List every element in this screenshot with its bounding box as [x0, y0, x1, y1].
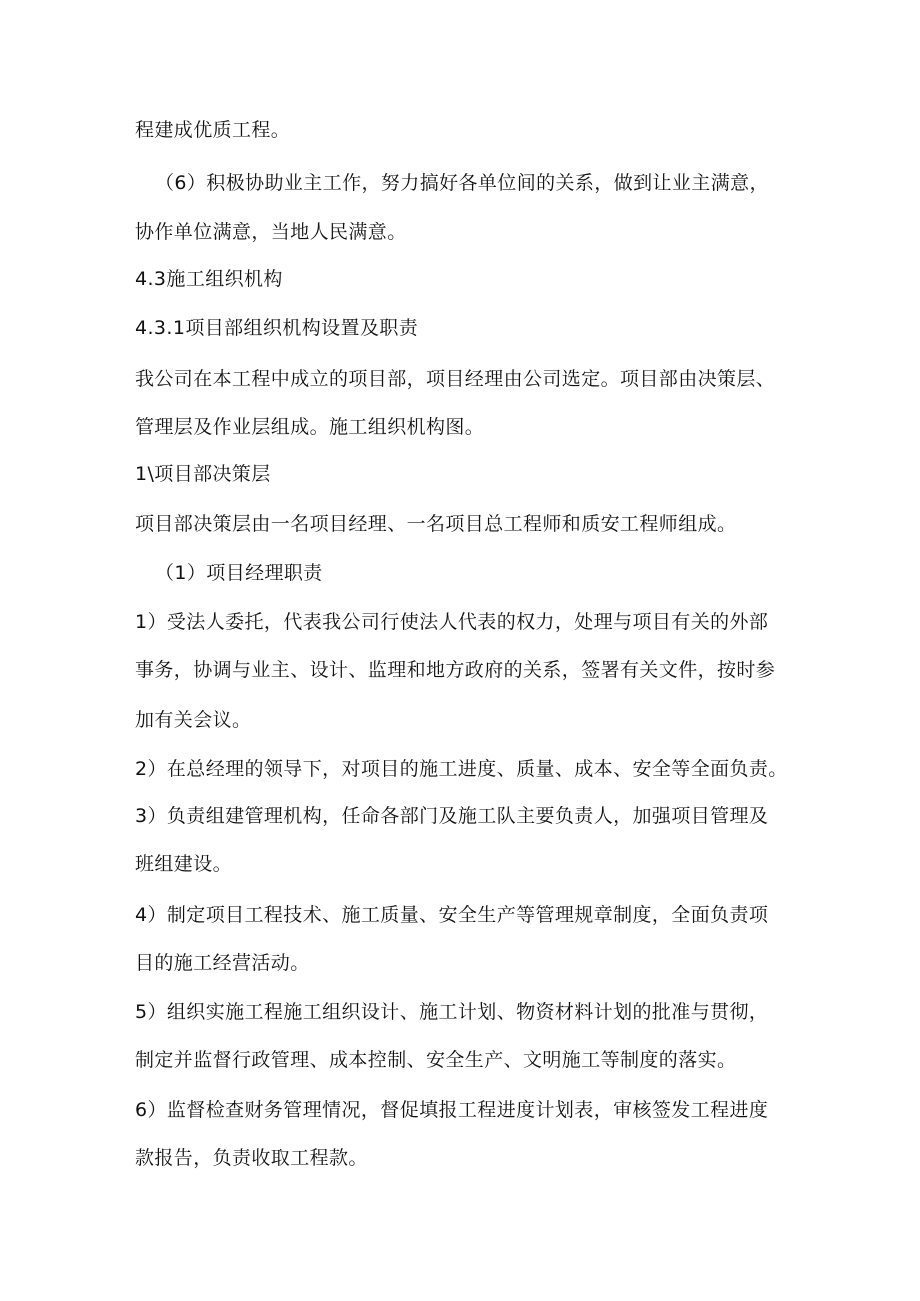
text-line: 目的施工经营活动。 [135, 952, 310, 974]
text-line: 我公司在本工程中成立的项目部，项目经理由公司选定。项目部由决策层、 [135, 368, 776, 390]
text-line: 制定并监督行政管理、成本控制、安全生产、文明施工等制度的落实。 [135, 1049, 737, 1071]
text-line: 1）受法人委托，代表我公司行使法人代表的权力，处理与项目有关的外部 [135, 611, 769, 633]
text-line: 1\项目部决策层 [135, 463, 271, 485]
text-line: 事务，协调与业主、设计、监理和地方政府的关系，签署有关文件，按时参 [135, 659, 776, 681]
text-line: （6）积极协助业主工作，努力搞好各单位间的关系，做到让业主满意， [155, 172, 769, 194]
text-line: 班组建设。 [135, 853, 233, 875]
text-line: 项目部决策层由一名项目经理、一名项目总工程师和质安工程师组成。 [135, 513, 737, 535]
text-line: 2）在总经理的领导下，对项目的施工进度、质量、成本、安全等全面负责。 [135, 758, 788, 780]
text-line: 程建成优质工程。 [135, 119, 291, 141]
section-heading: 4.3施工组织机构 [135, 268, 283, 290]
text-line: （1）项目经理职责 [155, 562, 323, 584]
text-line: 协作单位满意，当地人民满意。 [135, 221, 407, 243]
text-line: 4）制定项目工程技术、施工质量、安全生产等管理规章制度，全面负责项 [135, 904, 769, 926]
text-line: 3）负责组建管理机构，任命各部门及施工队主要负责人，加强项目管理及 [135, 805, 769, 827]
text-line: 款报告，负责收取工程款。 [135, 1147, 368, 1169]
text-line: 管理层及作业层组成。施工组织机构图。 [135, 416, 485, 438]
text-line: 6）监督检查财务管理情况，督促填报工程进度计划表，审核签发工程进度 [135, 1099, 769, 1121]
text-line: 5）组织实施工程施工组织设计、施工计划、物资材料计划的批准与贯彻， [135, 1001, 769, 1023]
subsection-heading: 4.3.1项目部组织机构设置及职责 [135, 317, 419, 339]
text-line: 加有关会议。 [135, 709, 252, 731]
